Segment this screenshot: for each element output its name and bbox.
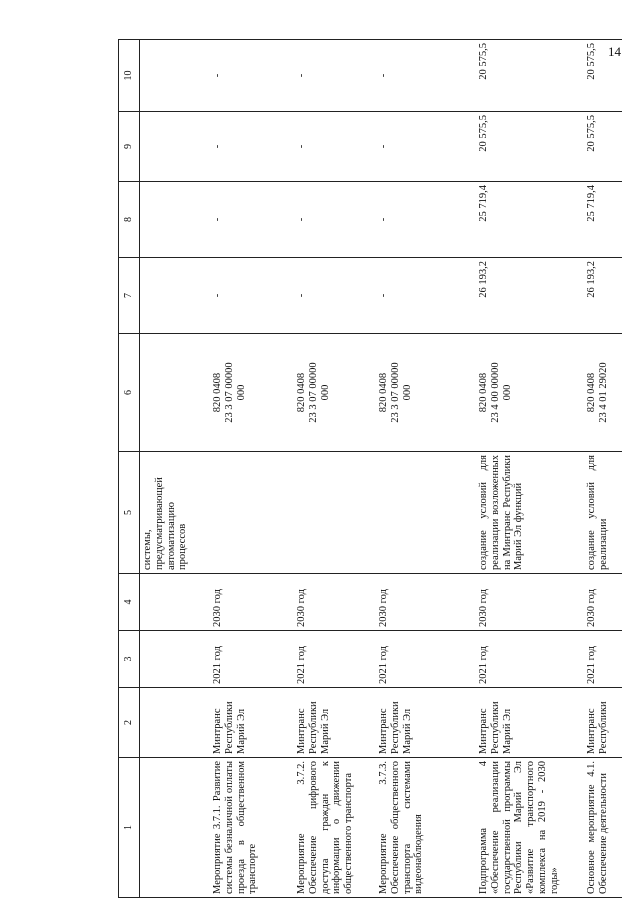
budget-code-line: 23 4 00 00000 [489, 362, 501, 423]
budget-code-line: 000 [235, 384, 247, 401]
page-number: 14 [608, 44, 621, 59]
cell-end-year: 2030 год [294, 574, 376, 631]
header-col-1: 1 [119, 758, 140, 898]
budget-code-line: 000 [401, 384, 413, 401]
header-col-9: 9 [119, 112, 140, 182]
cell-amount-col7: - [376, 258, 476, 334]
budget-code-line: 820 0408 [586, 372, 597, 413]
cell-activity: Мероприятие 3.7.3. Обеспечение общественного транспорта системами видеонаблюдения [376, 758, 476, 898]
budget-code-line: 820 0408 [478, 372, 489, 413]
cell-activity: Мероприятие 3.7.2. Обеспечение цифрового доступа граждан к информации о движении общественного транспорта [294, 758, 376, 898]
cell-end-year: 2030 год [476, 574, 584, 631]
header-col-5: 5 [119, 452, 140, 574]
cell-amount-col8: - [376, 182, 476, 258]
budget-code-line: 000 [319, 384, 331, 401]
table-row [210, 40, 294, 898]
cell-amount-col10: - [210, 40, 294, 112]
program-activities-table [118, 39, 622, 898]
header-col-10: 10 [119, 40, 140, 112]
cell-amount-col10: - [376, 40, 476, 112]
cell-result-continuation: системы, предусматривающей автоматизацию процессов [140, 452, 211, 574]
budget-code-line: 23 3 07 00000 [307, 362, 319, 423]
cell [140, 631, 211, 688]
cell-executor: Минтранс Республики Марий Эл [210, 688, 294, 758]
budget-code-line: 23 3 07 00000 [389, 362, 401, 423]
cell-amount-col10: 20 575,5 [476, 40, 584, 112]
table-row [584, 40, 622, 898]
cell-start-year: 2021 год [294, 631, 376, 688]
cell-result: создание условий для реализации [584, 452, 622, 574]
header-row [119, 40, 140, 898]
header-col-4: 4 [119, 574, 140, 631]
cell-result: создание условий для реализации возложенных на Минтранс Республики Марий Эл функций [476, 452, 584, 574]
table-row [476, 40, 584, 898]
table-row [294, 40, 376, 898]
budget-code-line: 820 0408 [212, 372, 223, 413]
cell-result [294, 452, 376, 574]
budget-code-line: 23 4 01 29020 [597, 362, 609, 423]
header-col-2: 2 [119, 688, 140, 758]
cell [140, 688, 211, 758]
cell [140, 574, 211, 631]
cell-end-year: 2030 год [584, 574, 622, 631]
cell-amount-col10: 20 575,5 [584, 40, 622, 112]
cell-amount-col9: - [376, 112, 476, 182]
budget-code-line: 820 0408 [296, 372, 307, 413]
cell-start-year: 2021 год [210, 631, 294, 688]
cell-amount-col9: 20 575,5 [584, 112, 622, 182]
budget-code-line: 820 0408 [378, 372, 389, 413]
cell-executor: Минтранс Республики Марий Эл [376, 688, 476, 758]
cell-amount-col7: - [294, 258, 376, 334]
cell-activity: Основное мероприятие 4.1. Обеспечение деятельности [584, 758, 622, 898]
cell-amount-col8: 25 719,4 [584, 182, 622, 258]
cell-amount-col8: 25 719,4 [476, 182, 584, 258]
rotated-table-wrapper [118, 40, 628, 898]
cell-amount-col9: 20 575,5 [476, 112, 584, 182]
cell-executor: Минтранс Республики [584, 688, 622, 758]
table-row-continuation [140, 40, 211, 898]
cell-amount-col8: - [294, 182, 376, 258]
header-col-7: 7 [119, 258, 140, 334]
cell-budget-code [376, 334, 476, 452]
cell-budget-code [294, 334, 376, 452]
cell [140, 758, 211, 898]
cell-result [376, 452, 476, 574]
cell-amount-col7: - [210, 258, 294, 334]
budget-code-line: 23 3 07 00000 [223, 362, 235, 423]
budget-code-line: 000 [501, 384, 513, 401]
cell-amount-col10: - [294, 40, 376, 112]
cell-budget-code [210, 334, 294, 452]
header-col-3: 3 [119, 631, 140, 688]
cell-end-year: 2030 год [210, 574, 294, 631]
table-row [376, 40, 476, 898]
cell-amount-col7: 26 193,2 [584, 258, 622, 334]
cell [140, 182, 211, 258]
cell-amount-col7: 26 193,2 [476, 258, 584, 334]
cell [140, 258, 211, 334]
cell-budget-code [584, 334, 622, 452]
cell-end-year: 2030 год [376, 574, 476, 631]
header-col-6: 6 [119, 334, 140, 452]
cell-amount-col8: - [210, 182, 294, 258]
header-col-8: 8 [119, 182, 140, 258]
cell-executor: Минтранс Республики Марий Эл [476, 688, 584, 758]
cell [140, 334, 211, 452]
cell [140, 112, 211, 182]
cell-result [210, 452, 294, 574]
cell-executor: Минтранс Республики Марий Эл [294, 688, 376, 758]
cell-budget-code [476, 334, 584, 452]
cell-activity: Мероприятие 3.7.1. Развитие системы безналичной оплаты проезда в общественном транспорте [210, 758, 294, 898]
cell [140, 40, 211, 112]
cell-start-year: 2021 год [476, 631, 584, 688]
cell-start-year: 2021 год [584, 631, 622, 688]
cell-amount-col9: - [294, 112, 376, 182]
cell-amount-col9: - [210, 112, 294, 182]
cell-activity: Подпрограмма 4 «Обеспечение реализации государственной программы Республики Марий Эл «Развитие транспортного комплекса на 2019 - 2030 годы» [476, 758, 584, 898]
cell-start-year: 2021 год [376, 631, 476, 688]
